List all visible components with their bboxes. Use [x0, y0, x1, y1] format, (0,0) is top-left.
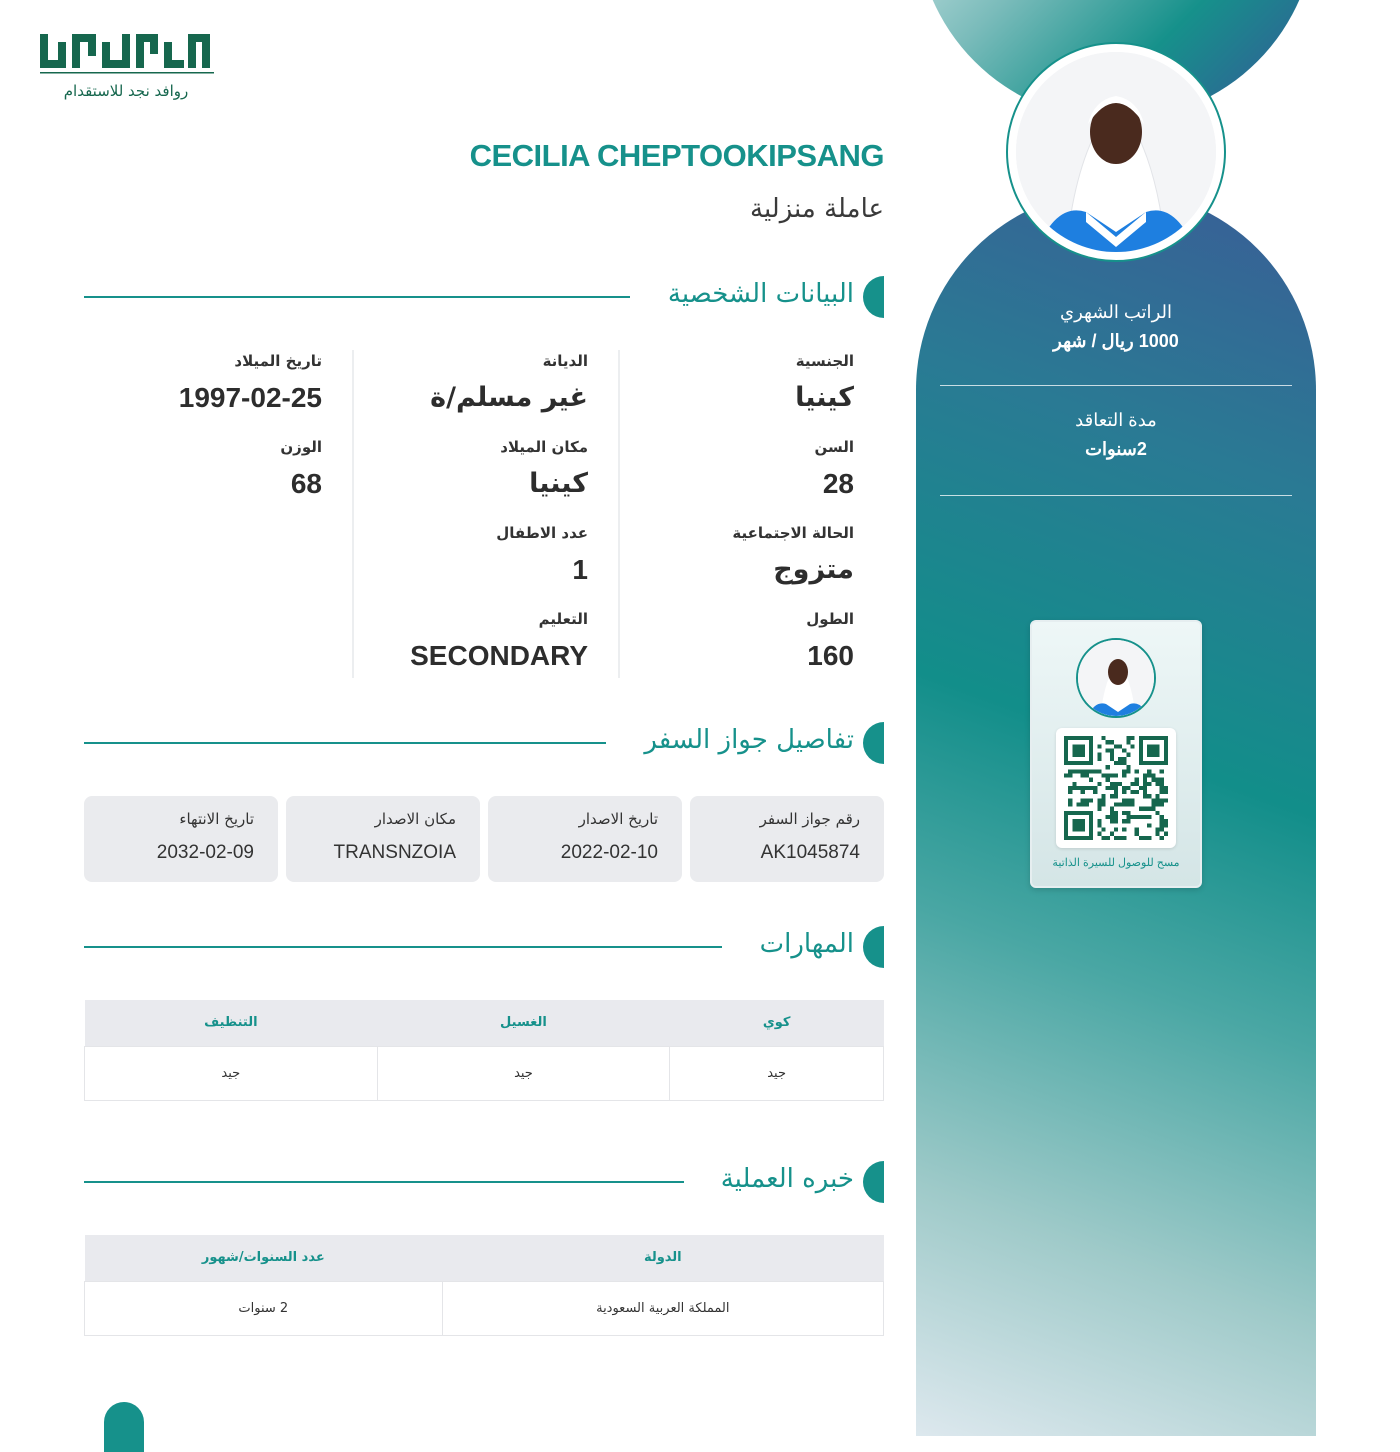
skill-ironing-level: جيد [670, 1046, 884, 1100]
section-skills [84, 926, 884, 968]
contract-value: 2سنوات [1085, 439, 1147, 459]
field-value: 68 [290, 468, 322, 499]
personal-column-1 [618, 350, 884, 678]
field-height [618, 608, 884, 694]
skill-washing-header: الغسيل [377, 1000, 670, 1046]
card-value: 2032-02-09 [156, 842, 254, 863]
field-nationality [618, 350, 884, 436]
field-value: غير مسلم/ة [430, 382, 588, 413]
profile-photo [1006, 42, 1226, 262]
contract-info [940, 290, 1292, 496]
field-weight [84, 436, 352, 522]
section-divider [84, 946, 722, 948]
card-label: مكان الاصدار [374, 810, 456, 828]
qr-caption: مسح للوصول للسيرة الذاتية [1052, 857, 1180, 869]
section-tab [863, 722, 884, 764]
salary-block [940, 290, 1292, 386]
field-value: كينيا [795, 382, 854, 413]
field-value: متزوج [773, 554, 854, 585]
skill-washing-level: جيد [377, 1046, 670, 1100]
field-value: 1 [572, 554, 588, 585]
job-title: عاملة منزلية [750, 194, 884, 224]
country-header: الدولة [442, 1235, 883, 1281]
table-header-row [85, 1235, 884, 1281]
field-label: عدد الاطفال [496, 524, 588, 542]
field-value: 1997-02-25 [178, 382, 322, 413]
field-label: التعليم [538, 610, 588, 628]
field-religion [354, 350, 618, 436]
field-label: تاريخ الميلاد [234, 352, 322, 370]
card-label: تاريخ الاصدار [578, 810, 658, 828]
field-label: الديانة [542, 352, 588, 370]
personal-column-2 [352, 350, 618, 678]
section-personal [84, 276, 884, 318]
card-label: رقم جواز السفر [759, 810, 860, 828]
candidate-name: CECILIA CHEPTOOKIPSANG [469, 138, 884, 173]
salary-value: 1000 ريال / شهر [1053, 331, 1179, 351]
skill-cleaning-header: التنظيف [85, 1000, 378, 1046]
profile-sidebar [916, 0, 1316, 1436]
card-value: TRANSNZOIA [333, 842, 456, 863]
passport-number-card [690, 796, 884, 882]
field-label: الطول [806, 610, 854, 628]
skills-table [84, 1000, 884, 1101]
decorative-tab [104, 1402, 144, 1452]
experience-table [84, 1235, 884, 1336]
section-experience [84, 1161, 884, 1203]
skill-cleaning-level: جيد [85, 1046, 378, 1100]
qr-card-photo [1076, 638, 1156, 718]
card-value: AK1045874 [760, 842, 860, 863]
field-age [618, 436, 884, 522]
experience-country: المملكة العربية السعودية [442, 1281, 883, 1335]
qr-code[interactable] [1056, 728, 1176, 848]
field-value: 160 [807, 640, 854, 671]
photo-portrait [1016, 52, 1216, 252]
field-label: الحالة الاجتماعية [732, 524, 854, 542]
section-title: البيانات الشخصية [667, 279, 854, 309]
salary-label: الراتب الشهري [1060, 302, 1172, 322]
field-label: مكان الميلاد [500, 438, 588, 456]
qr-code-icon [1064, 736, 1168, 840]
field-value: كينيا [529, 468, 588, 499]
section-title: خبره العملية [720, 1164, 854, 1194]
section-passport [84, 722, 884, 764]
personal-column-3 [84, 350, 352, 678]
skill-ironing-header: كوي [670, 1000, 884, 1046]
passport-issue-date-card [488, 796, 682, 882]
field-label: السن [814, 438, 854, 456]
field-value: 28 [822, 468, 854, 499]
passport-issue-place-card [286, 796, 480, 882]
field-birthplace [354, 436, 618, 522]
passport-expiry-card [84, 796, 278, 882]
section-divider [84, 742, 606, 744]
field-value: SECONDARY [410, 640, 588, 671]
field-label: الوزن [280, 438, 322, 456]
duration-header: عدد السنوات/شهور [85, 1235, 443, 1281]
column-divider [618, 350, 620, 678]
section-title: المهارات [759, 929, 854, 959]
contract-label: مدة التعاقد [1075, 410, 1157, 430]
logo-mark-icon [38, 28, 214, 76]
card-value: 2022-02-10 [560, 842, 658, 863]
section-tab [863, 1161, 884, 1203]
company-logo [38, 28, 218, 104]
card-label: تاريخ الانتهاء [179, 810, 254, 828]
field-education [354, 608, 618, 694]
table-row [85, 1281, 884, 1335]
section-divider [84, 1181, 684, 1183]
qr-card[interactable] [1030, 620, 1202, 888]
section-title: تفاصيل جواز السفر [644, 725, 854, 755]
table-row [85, 1046, 884, 1100]
logo-tagline: روافد نجد للاستقدام [63, 82, 189, 100]
field-children [354, 522, 618, 608]
field-label: الجنسية [795, 352, 854, 370]
section-divider [84, 296, 630, 298]
field-birthdate [84, 350, 352, 436]
section-tab [863, 276, 884, 318]
contract-block [940, 386, 1292, 496]
section-tab [863, 926, 884, 968]
field-marital-status [618, 522, 884, 608]
table-header-row [85, 1000, 884, 1046]
experience-duration: 2 سنوات [85, 1281, 443, 1335]
